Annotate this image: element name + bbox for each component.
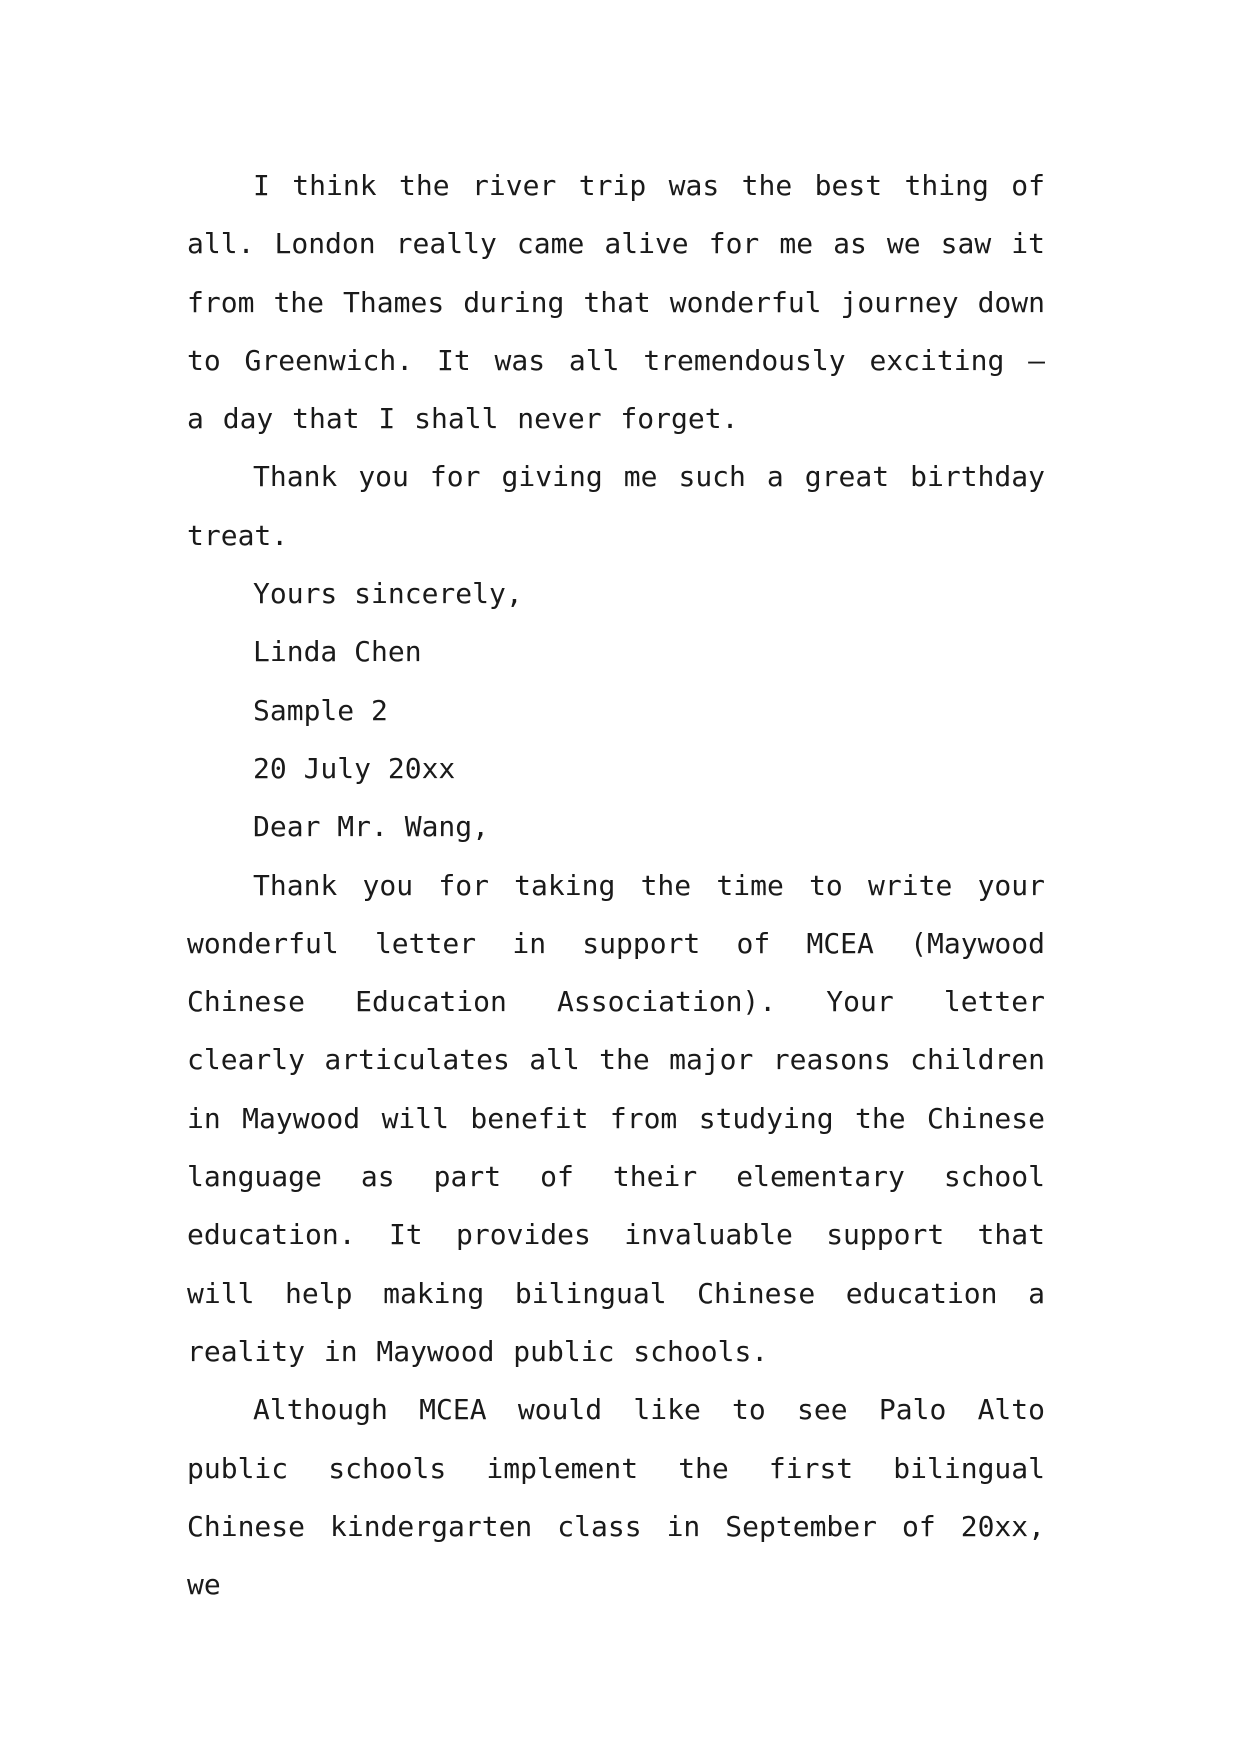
letter-date: 20 July 20xx — [253, 751, 456, 785]
body-paragraph-river-trip: I think the river trip was the best thing of all. London really came alive for me as we saw it from the Thames during that wonderful journey down to Greenwich. It was all tremendously exciting — a day that I shall never forget. — [187, 169, 1045, 436]
letter-signature: Linda Chen — [253, 635, 422, 669]
body-paragraph-mcea-support: Thank you for taking the time to write your wonderful letter in support of MCEA (Maywood Chinese Education Association). Your letter clearly articulates all the major reasons children in Maywood will benefit from studying the Chinese language as part of their elementary school education. It provides invaluable support that will help making bilingual Chinese education a reality in Maywood public schools. — [187, 868, 1045, 1368]
document-page — [187, 157, 1045, 1614]
letter-closing: Yours sincerely, — [253, 577, 523, 611]
sample-heading: Sample 2 — [253, 693, 388, 727]
body-paragraph-thanks: Thank you for giving me such a great birthday treat. — [187, 460, 1045, 552]
body-paragraph-kindergarten: Although MCEA would like to see Palo Alto public schools implement the first bilingual Chinese kindergarten class in September of 20xx, we — [187, 1393, 1045, 1602]
letter-salutation: Dear Mr. Wang, — [253, 810, 490, 844]
